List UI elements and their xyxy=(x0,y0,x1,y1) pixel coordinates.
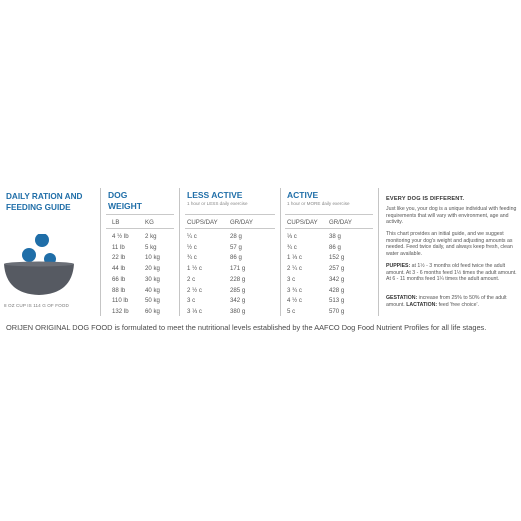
puppies-text: at 1½ - 3 months old feed twice the adult amount. At 3 - 6 months feed 1½ times the adult amount. At 6 - 11 months feed 1¼ times the adult amount. xyxy=(386,263,517,283)
weight-kg-cell: 30 kg xyxy=(145,275,160,283)
notes-gestation xyxy=(386,295,517,308)
weight-kg-cell: 20 kg xyxy=(145,265,160,273)
divider xyxy=(280,188,281,316)
lactation-label: LACTATION: xyxy=(406,301,438,308)
header-rule xyxy=(285,214,373,215)
weight-lb-cell: 11 lb xyxy=(112,243,125,251)
less-active-gr-cell: 228 g xyxy=(230,275,246,283)
active-gr-cell: 342 g xyxy=(329,275,345,283)
bowl-caption: 8 OZ CUP IS 114 G OF FOOD xyxy=(4,303,69,308)
weight-kg-cell: 5 kg xyxy=(145,243,157,251)
gestation-label: GESTATION: xyxy=(386,295,418,301)
less-active-gr-cell: 342 g xyxy=(230,297,246,305)
active-subtitle: 1 hour or MORE daily exercise xyxy=(287,201,350,206)
active-cups-cell: ⅓ c xyxy=(287,233,297,240)
active-gr-cell: 38 g xyxy=(329,233,341,240)
active-gr-cell: 513 g xyxy=(329,297,345,305)
weight-kg-cell: 10 kg xyxy=(145,254,160,262)
weight-kg-cell: 2 kg xyxy=(145,233,157,240)
weight-lb-cell: 88 lb xyxy=(112,286,126,294)
less-active-cups-cell: ¾ c xyxy=(187,254,197,262)
notes-intro: Just like you, your dog is a unique individual with feeding requirements that will vary with environment, age and activity. xyxy=(386,206,517,226)
less-active-gr-cell: 285 g xyxy=(230,286,246,294)
puppies-label: PUPPIES: xyxy=(386,263,411,269)
active-gr-cell: 152 g xyxy=(329,254,345,262)
lb-column-header: LB xyxy=(112,219,120,226)
active-gr-cell: 257 g xyxy=(329,265,345,273)
notes-monitoring: This chart provides an initial guide, and we suggest monitoring your dog's weight and adjusting amounts as needed. Feed twice daily, and always keep fresh, clean water available. xyxy=(386,231,513,257)
active-cups-cell: 4 ½ c xyxy=(287,297,302,305)
divider xyxy=(179,188,180,316)
active-cups-cell: ¾ c xyxy=(287,243,297,251)
less-active-gr-cell: 28 g xyxy=(230,233,242,240)
active-cups-header: CUPS/DAY xyxy=(287,219,318,226)
divider xyxy=(378,188,379,316)
notes-puppies xyxy=(386,263,517,283)
header-rule xyxy=(185,228,275,229)
less-active-gr-cell: 171 g xyxy=(230,265,246,273)
kg-column-header: KG xyxy=(145,219,154,226)
less-active-cups-cell: ½ c xyxy=(187,243,197,251)
divider xyxy=(100,188,101,316)
active-gr-header: GR/DAY xyxy=(329,219,352,226)
active-cups-cell: 2 ¼ c xyxy=(287,265,302,273)
header-rule xyxy=(106,228,174,229)
active-gr-cell: 428 g xyxy=(329,286,345,294)
weight-kg-cell: 50 kg xyxy=(145,297,160,305)
feeding-guide-title-line2: FEEDING GUIDE xyxy=(6,203,71,212)
active-cups-cell: 3 ¾ c xyxy=(287,286,302,294)
active-cups-cell: 3 c xyxy=(287,275,296,283)
weight-lb-cell: 4 ½ lb xyxy=(112,233,129,240)
weight-lb-cell: 44 lb xyxy=(112,265,126,273)
bowl-shape xyxy=(4,264,74,295)
less-active-gr-cell: 57 g xyxy=(230,243,242,251)
active-gr-cell: 86 g xyxy=(329,243,341,251)
header-rule xyxy=(185,214,275,215)
active-gr-cell: 570 g xyxy=(329,307,345,315)
weight-kg-cell: 40 kg xyxy=(145,286,160,294)
kibble-ball xyxy=(22,248,36,262)
notes-title: EVERY DOG IS DIFFERENT. xyxy=(386,196,465,202)
less-active-cups-cell: 2 ½ c xyxy=(187,286,202,294)
header-rule xyxy=(285,228,373,229)
active-cups-cell: 1 ⅓ c xyxy=(287,254,302,262)
kibble-ball xyxy=(35,234,49,247)
weight-lb-cell: 22 lb xyxy=(112,254,126,262)
less-active-gr-cell: 380 g xyxy=(230,307,246,315)
less-active-cups-cell: ¼ c xyxy=(187,233,197,240)
weight-lb-cell: 132 lb xyxy=(112,307,129,315)
less-active-heading: LESS ACTIVE xyxy=(187,190,243,200)
less-active-cups-cell: 1 ½ c xyxy=(187,265,202,273)
weight-lb-cell: 110 lb xyxy=(112,297,129,305)
dog-weight-heading-line1: DOG xyxy=(108,190,128,200)
food-bowl-icon xyxy=(4,234,74,296)
weight-lb-cell: 66 lb xyxy=(112,275,126,283)
dog-weight-heading xyxy=(108,190,142,211)
dog-weight-heading-line2: WEIGHT xyxy=(108,200,142,211)
weight-kg-cell: 60 kg xyxy=(145,307,160,315)
lactation-text: feed 'free choice'. xyxy=(437,301,479,308)
active-heading: ACTIVE xyxy=(287,190,319,200)
less-active-cups-header: CUPS/DAY xyxy=(187,219,218,226)
aafco-statement: ORIJEN ORIGINAL DOG FOOD is formulated to meet the nutritional levels established by the AAFCO Dog Food Nutrient Profiles for all life stages. xyxy=(6,323,487,332)
less-active-gr-cell: 86 g xyxy=(230,254,242,262)
active-cups-cell: 5 c xyxy=(287,307,296,315)
header-rule xyxy=(106,214,174,215)
less-active-cups-cell: 3 c xyxy=(187,297,196,305)
less-active-cups-cell: 2 c xyxy=(187,275,196,283)
less-active-subtitle: 1 hour or LESS daily exercise xyxy=(187,201,248,206)
feeding-guide-title-line1: DAILY RATION AND xyxy=(6,192,83,201)
feeding-guide-title xyxy=(6,191,98,213)
gestation-text: increase from 25% to 50% of the adult amount. xyxy=(386,295,507,308)
kibble-ball xyxy=(37,254,43,260)
less-active-gr-header: GR/DAY xyxy=(230,219,253,226)
less-active-cups-cell: 3 ⅓ c xyxy=(187,307,202,315)
